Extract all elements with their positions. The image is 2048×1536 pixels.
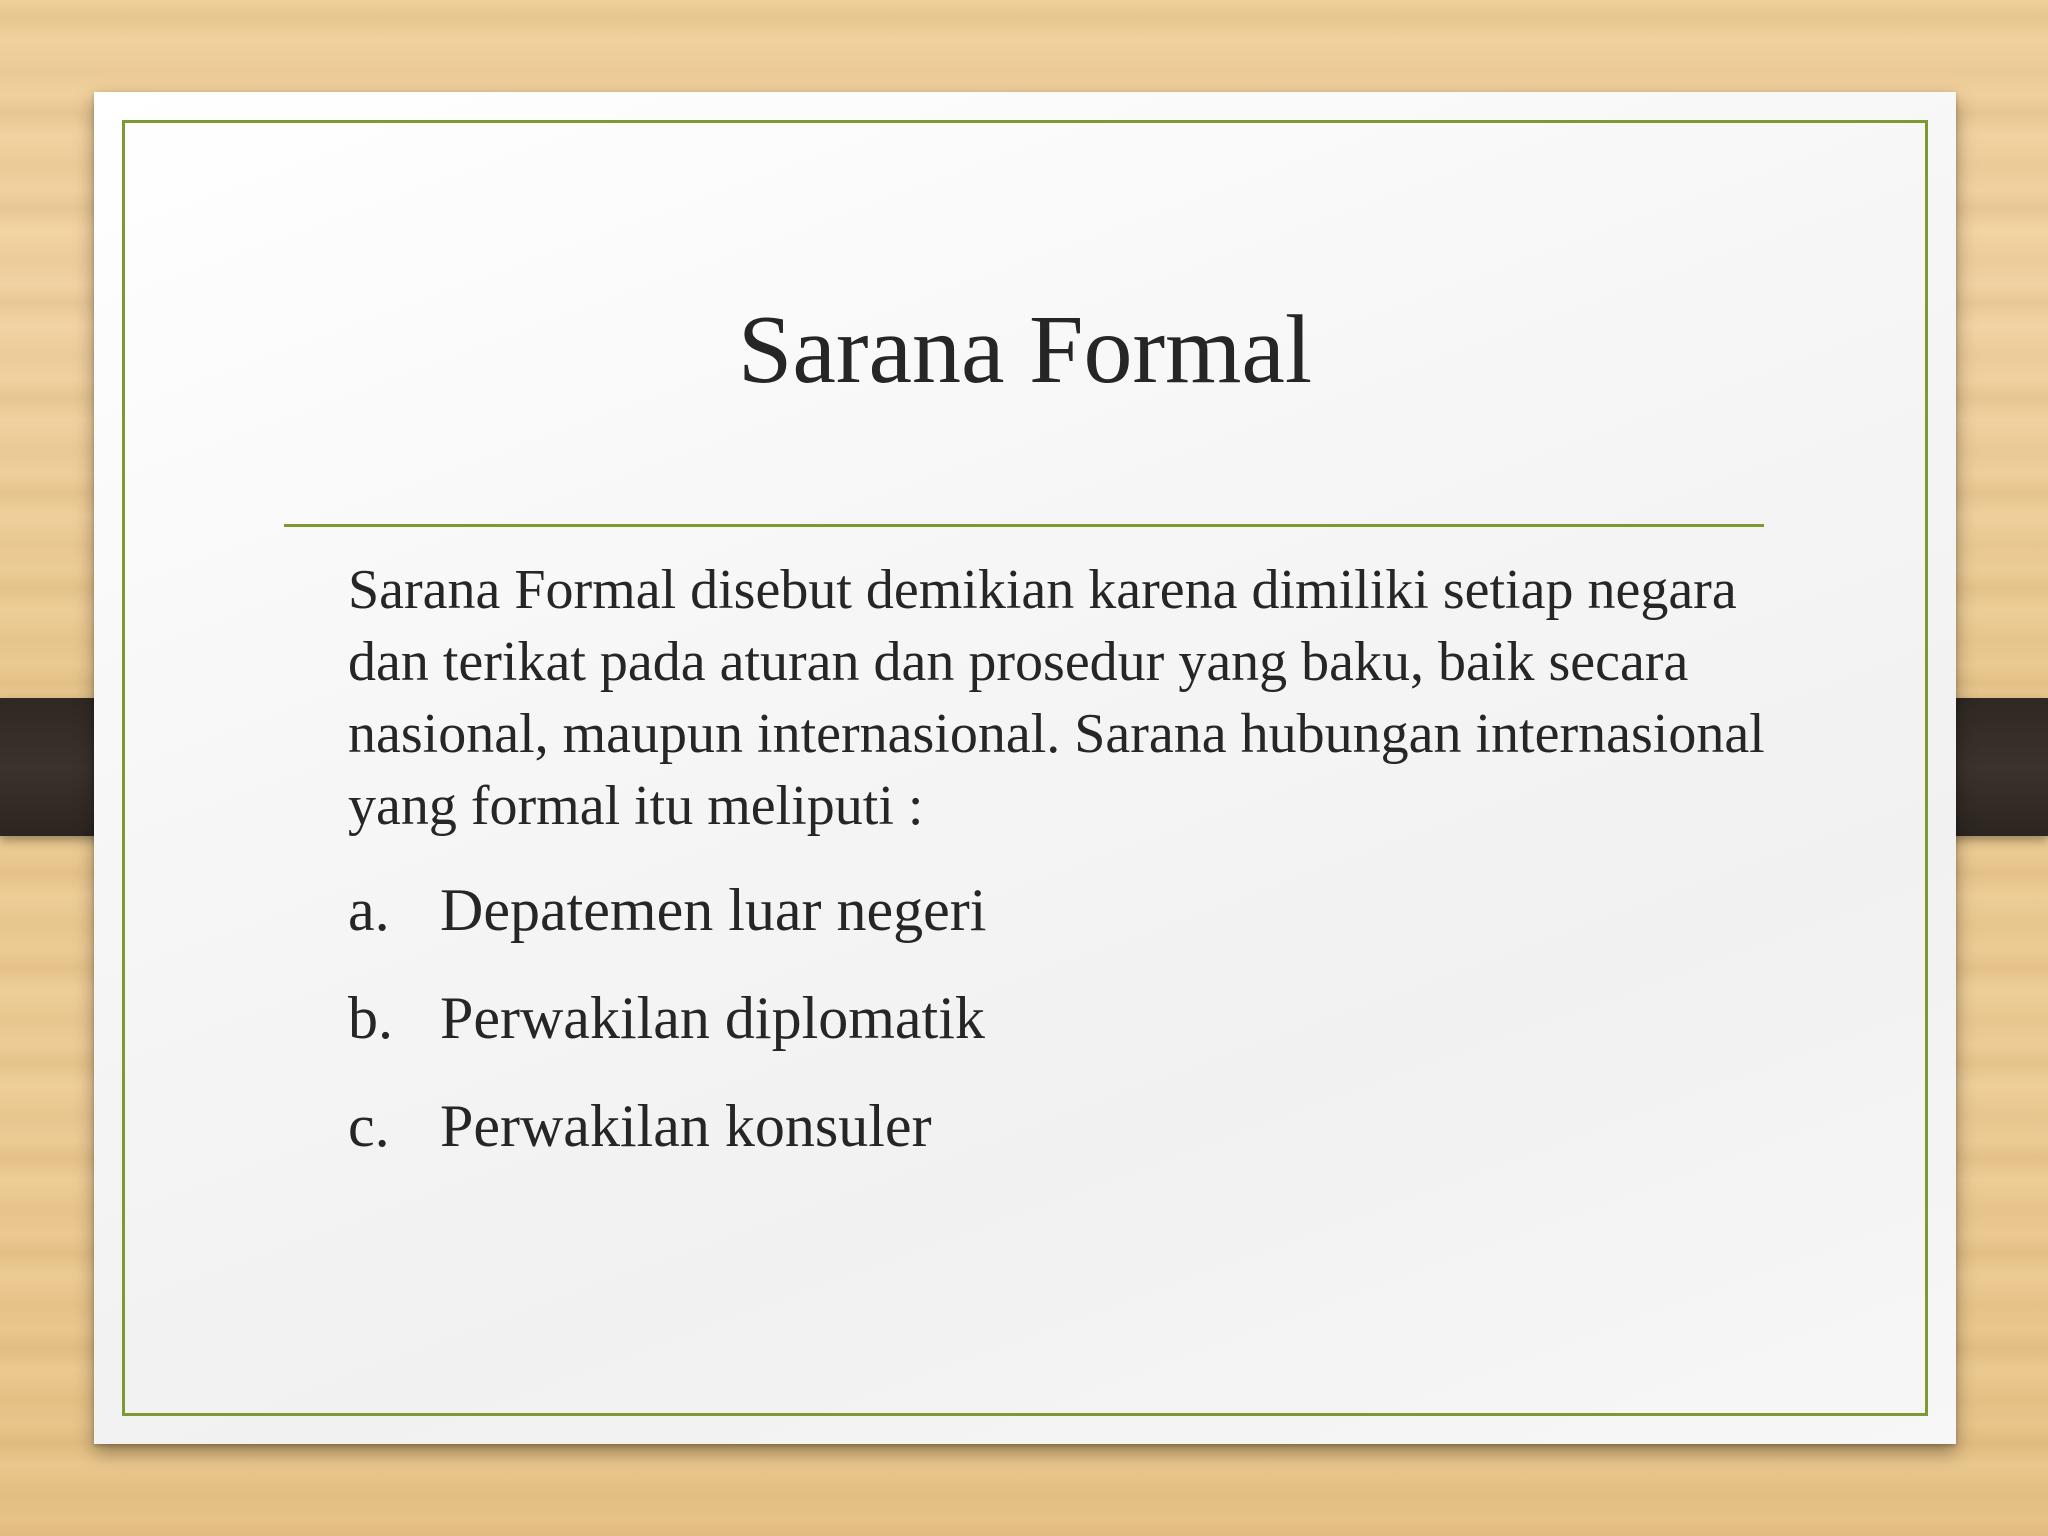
- slide-title: Sarana Formal: [737, 296, 1313, 404]
- body-paragraph: Sarana Formal disebut demikian karena dimiliki setiap negara dan terikat pada aturan dan prosedur yang baku, baik secara nasional, maupun internasional. Sarana hubungan internasional yang formal itu meliputi :: [348, 559, 1765, 837]
- slide-card: [94, 92, 1956, 1444]
- slide-content: [348, 554, 1788, 1180]
- list-item-text: Perwakilan diplomatik: [440, 985, 985, 1051]
- list-marker: a.: [348, 877, 390, 943]
- list-item-text: Perwakilan konsuler: [440, 1093, 932, 1159]
- list-item: [348, 856, 1788, 964]
- item-list: [348, 856, 1788, 1180]
- list-item: [348, 964, 1788, 1072]
- list-marker: b.: [348, 985, 393, 1051]
- list-item-text: Depatemen luar negeri: [440, 877, 987, 943]
- title-divider: [284, 524, 1764, 527]
- list-marker: c.: [348, 1093, 390, 1159]
- list-item: [348, 1072, 1788, 1180]
